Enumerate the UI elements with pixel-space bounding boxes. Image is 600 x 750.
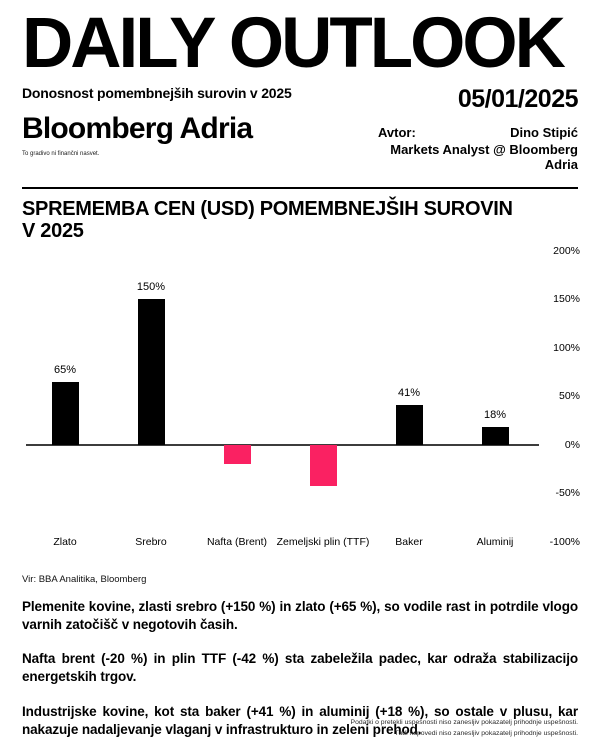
y-axis-tick: 150% [553,293,580,306]
brand-disclaimer: To gradivo ni finančni nasvet. [22,151,100,158]
author-name: Dino Stipić [510,125,578,141]
header-row [0,75,600,172]
x-axis-label-zlato: Zlato [53,535,77,548]
x-axis-label-srebro: Srebro [135,535,167,548]
bar-zlato [52,382,79,445]
legal-disclaimer [351,717,578,739]
chart-title-line2: V 2025 [22,219,84,242]
x-axis-label-aluminij: Aluminij [476,535,514,548]
bar-zemeljski-plin-ttf [310,445,337,486]
bar-nafta-brent [224,445,251,464]
commentary-paragraph: Nafta brent (-20 %) in plin TTF (-42 %) sta zabeležila padec, kar odraža stabilizacijo energetskih trgov. [22,651,578,685]
y-axis-tick: 200% [553,244,580,257]
author-role: Markets Analyst @ Bloomberg Adria [390,142,578,173]
author-line [378,125,578,140]
bar-chart [0,242,600,564]
header-left [22,85,292,157]
chart-title [22,199,578,241]
bar-value-label-aluminij: 18% [483,409,507,422]
y-axis-tick: 0% [564,438,580,451]
x-axis-label-baker: Baker [395,535,423,548]
bar-value-label-zlato: 65% [53,363,77,376]
bar-value-label-baker: 41% [397,387,421,400]
issue-date: 05/01/2025 [457,85,578,114]
y-axis-tick: -100% [549,535,580,548]
commentary-paragraph: Plemenite kovine, zlasti srebro (+150 %) in zlato (+65 %), so vodile rast in potrdile vlogo varnih zatočišč v negotovih časih. [22,598,578,632]
chart-title-line1: SPREMEMBA CEN (USD) POMEMBNEJŠIH SUROVIN [22,198,513,221]
bar-aluminij [482,427,509,444]
bar-srebro [138,299,165,445]
disclaimer-line: Podatki o pretekli uspešnosti niso zanesljiv pokazatelj prihodnje uspešnosti. [350,718,578,726]
y-axis-tick: 50% [558,390,580,403]
y-axis-tick: -50% [555,487,580,500]
zero-axis-line [26,444,539,446]
bar-value-label-srebro: 150% [136,281,166,294]
commentary-paragraph: Industrijske kovine, kot sta baker (+41 %) in aluminij (+18 %), so ostale v plusu, kar nakazuje nadaljevanje vlaganj v infrastrukturo in zeleni prehod. [22,704,578,737]
masthead-title: DAILY OUTLOOK [22,4,563,83]
header-divider [22,187,578,189]
header-right [378,85,578,172]
x-axis-label-nafta-brent: Nafta (Brent) [206,535,268,548]
chart-source: Vir: BBA Analitika, Bloomberg [22,573,147,585]
bar-baker [396,405,423,445]
edition-subtitle: Donosnost pomembnejših surovin v 2025 [22,85,292,102]
author-label: Avtor: [378,125,416,141]
disclaimer-line: Tudi napovedi niso zanesljiv pokazatelj prihodnje uspešnosti. [394,729,578,737]
brand-logo: Bloomberg Adria [22,112,253,146]
y-axis-tick: 100% [553,341,580,354]
x-axis-label-zemeljski-plin-ttf: Zemeljski plin (TTF) [276,535,370,548]
